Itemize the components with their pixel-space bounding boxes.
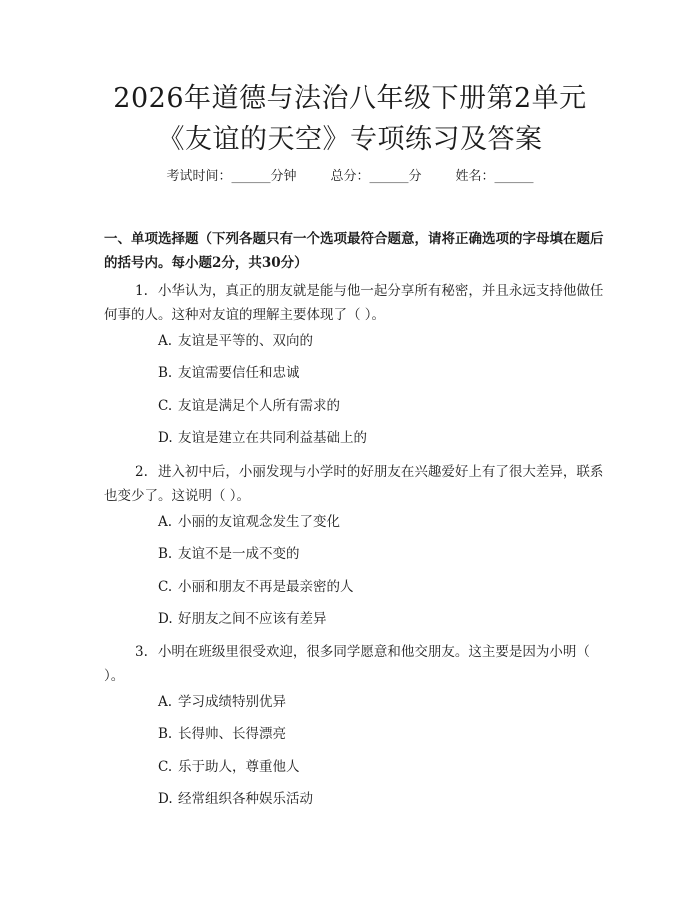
question-number: 2. [135, 464, 148, 480]
option-text: 好朋友之间不应该有差异 [178, 611, 327, 627]
option-2d [158, 609, 598, 629]
section-heading-single-choice: 一、单项选择题（下列各题只有一个选项最符合题意，请将正确选项的字母填在题后的括号内。每小题2分，共30分） [104, 231, 604, 271]
option-3b [158, 724, 598, 744]
question-2 [104, 460, 604, 508]
option-text: 友谊是平等的、双向的 [178, 333, 313, 349]
option-3c [158, 757, 598, 777]
option-letter: B. [158, 546, 173, 562]
option-1c [158, 396, 598, 416]
question-text: 进入初中后，小丽发现与小学时的好朋友在兴趣爱好上有了很大差异，联系也变少了。这说明（ ）。 [104, 464, 604, 504]
option-text: 乐于助人，尊重他人 [178, 759, 300, 775]
option-1d [158, 428, 598, 448]
option-text: 友谊是满足个人所有需求的 [178, 398, 340, 414]
option-letter: B. [158, 365, 173, 381]
option-2b [158, 544, 598, 564]
option-text: 长得帅、长得漂亮 [178, 726, 286, 742]
option-text: 学习成绩特别优异 [178, 694, 286, 710]
document-title: 2026年道德与法治八年级下册第2单元《友谊的天空》专项练习及答案 [113, 83, 587, 155]
option-letter: D. [158, 611, 173, 627]
question-number: 1. [135, 283, 148, 299]
option-1a [158, 331, 598, 351]
option-letter: C. [158, 579, 173, 595]
option-letter: C. [158, 759, 173, 775]
option-text: 友谊是建立在共同利益基础上的 [178, 430, 367, 446]
option-letter: D. [158, 430, 173, 446]
option-text: 友谊需要信任和忠诚 [178, 365, 300, 381]
option-text: 经常组织各种娱乐活动 [178, 791, 313, 807]
option-letter: A. [158, 333, 173, 349]
option-letter: A. [158, 514, 173, 530]
question-text: 小明在班级里很受欢迎，很多同学愿意和他交朋友。这主要是因为小明（ ）。 [104, 644, 590, 684]
option-2a [158, 512, 598, 532]
option-3d [158, 789, 598, 809]
option-3a [158, 692, 598, 712]
option-2c [158, 577, 598, 597]
question-3 [104, 640, 604, 688]
option-letter: D. [158, 791, 173, 807]
question-number: 3. [135, 644, 148, 660]
option-text: 友谊不是一成不变的 [178, 546, 300, 562]
option-letter: B. [158, 726, 173, 742]
question-1 [104, 279, 604, 327]
option-1b [158, 363, 598, 383]
option-text: 小丽的友谊观念发生了变化 [178, 514, 340, 530]
option-letter: C. [158, 398, 173, 414]
name-field: 姓名：______ [455, 169, 534, 184]
exam-time-field: 考试时间：______分钟 [166, 169, 297, 184]
question-text: 小华认为，真正的朋友就是能与他一起分享所有秘密，并且永远支持他做任何事的人。这种对友谊的理解主要体现了（ ）。 [104, 283, 604, 323]
exam-meta [0, 168, 700, 186]
total-score-field: 总分：______分 [330, 169, 422, 184]
option-letter: A. [158, 694, 173, 710]
option-text: 小丽和朋友不再是最亲密的人 [178, 579, 354, 595]
